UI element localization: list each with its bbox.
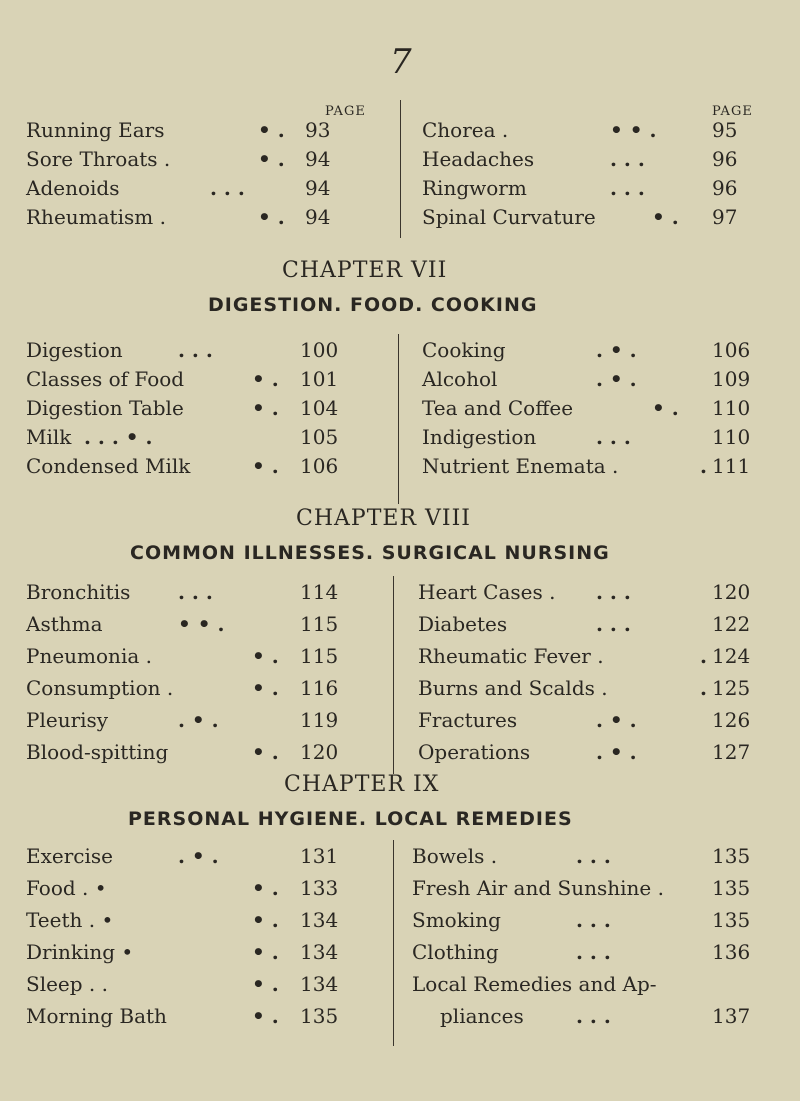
index-entry-title: Consumption . <box>26 676 174 700</box>
index-entry-title: Bronchitis <box>26 580 131 604</box>
index-entry-title: Alcohol <box>422 367 498 391</box>
leader-dots: • . <box>252 972 279 996</box>
index-entry-title: Smoking <box>412 908 501 932</box>
leader-dots: • . <box>258 147 285 171</box>
leader-dots: . • . <box>596 740 637 764</box>
index-entry-title: Morning Bath <box>26 1004 167 1028</box>
leader-dots: • . <box>252 740 279 764</box>
index-entry-title: Sleep . . <box>26 972 109 996</box>
index-entry-title: Condensed Milk <box>26 454 191 478</box>
index-entry-page: 97 <box>712 205 738 229</box>
leader-dots: • . <box>252 367 279 391</box>
index-entry-title: Pneumonia . <box>26 644 152 668</box>
index-entry-title: Spinal Curvature <box>422 205 596 229</box>
index-entry-page: 137 <box>712 1004 751 1028</box>
chapter-heading: CHAPTER VII <box>282 258 448 283</box>
leader-dots: • . <box>652 205 679 229</box>
index-entry-title: Ringworm <box>422 176 527 200</box>
index-entry-page: 111 <box>712 454 751 478</box>
index-entry-title: Exercise <box>26 844 113 868</box>
index-entry-page: 136 <box>712 940 751 964</box>
index-entry-page: 105 <box>300 425 339 449</box>
index-entry-page: 135 <box>712 844 751 868</box>
index-entry-page: 133 <box>300 876 339 900</box>
index-entry-title: Headaches <box>422 147 535 171</box>
index-entry-page: 120 <box>300 740 339 764</box>
index-entry-page: 119 <box>300 708 339 732</box>
index-entry-title: Heart Cases . <box>418 580 556 604</box>
index-entry-title: Indigestion <box>422 425 537 449</box>
index-entry-page: 122 <box>712 612 751 636</box>
index-entry-title: Blood-spitting <box>26 740 169 764</box>
index-entry-title: Local Remedies and Ap- <box>412 972 657 996</box>
leader-dots: . <box>700 644 707 668</box>
leader-dots: . • . <box>178 708 219 732</box>
leader-dots: . . . • . <box>84 425 153 449</box>
chapter-heading: CHAPTER IX <box>284 772 440 797</box>
index-entry-title: Digestion <box>26 338 123 362</box>
index-entry-title: Running Ears <box>26 118 165 142</box>
index-entry-page: 94 <box>305 147 331 171</box>
index-entry-page: 110 <box>712 396 751 420</box>
page-column-header-right: PAGE <box>712 104 753 119</box>
index-entry-page: 120 <box>712 580 751 604</box>
page-number: 7 <box>390 42 412 82</box>
index-entry-page: 134 <box>300 908 339 932</box>
leader-dots: • . <box>652 396 679 420</box>
index-entry-page: 109 <box>712 367 751 391</box>
index-entry-title: Clothing <box>412 940 499 964</box>
column-divider <box>393 576 394 774</box>
index-entry-page: 135 <box>300 1004 339 1028</box>
leader-dots: . . . <box>178 338 213 362</box>
index-entry-title: pliances <box>440 1004 524 1028</box>
index-entry-page: 96 <box>712 176 738 200</box>
index-entry-title: Tea and Coffee <box>422 396 574 420</box>
index-entry-page: 106 <box>712 338 751 362</box>
leader-dots: • . <box>252 908 279 932</box>
leader-dots: . . . <box>610 147 645 171</box>
index-entry-title: Milk <box>26 425 72 449</box>
index-entry-page: 131 <box>300 844 339 868</box>
index-entry-page: 125 <box>712 676 751 700</box>
index-entry-page: 135 <box>712 876 751 900</box>
index-entry-title: Pleurisy <box>26 708 109 732</box>
index-entry-title: Sore Throats . <box>26 147 171 171</box>
index-entry-title: Teeth . • <box>26 908 114 932</box>
index-entry-page: 96 <box>712 147 738 171</box>
index-entry-title: Bowels . <box>412 844 498 868</box>
leader-dots: • • . <box>610 118 657 142</box>
index-entry-page: 104 <box>300 396 339 420</box>
index-entry-title: Classes of Food <box>26 367 185 391</box>
chapter-title: COMMON ILLNESSES. SURGICAL NURSING <box>130 542 610 564</box>
leader-dots: . . . <box>178 580 213 604</box>
index-entry-page: 100 <box>300 338 339 362</box>
index-entry-title: Burns and Scalds . <box>418 676 608 700</box>
leader-dots: • • . <box>178 612 225 636</box>
leader-dots: • . <box>252 1004 279 1028</box>
index-entry-page: 116 <box>300 676 339 700</box>
leader-dots: . <box>700 454 707 478</box>
index-entry-title: Fractures <box>418 708 518 732</box>
index-entry-title: Chorea . <box>422 118 509 142</box>
index-entry-page: 101 <box>300 367 339 391</box>
index-entry-page: 94 <box>305 205 331 229</box>
index-entry-page: 134 <box>300 940 339 964</box>
index-entry-title: Digestion Table <box>26 396 184 420</box>
leader-dots: • . <box>252 644 279 668</box>
leader-dots: . • . <box>596 367 637 391</box>
leader-dots: . . . <box>576 1004 611 1028</box>
column-divider <box>398 334 399 504</box>
leader-dots: . . . <box>596 580 631 604</box>
leader-dots: . <box>700 676 707 700</box>
index-entry-title: Nutrient Enemata . <box>422 454 619 478</box>
leader-dots: . . . <box>576 940 611 964</box>
leader-dots: • . <box>258 118 285 142</box>
column-divider <box>400 100 401 238</box>
index-entry-title: Rheumatic Fever . <box>418 644 604 668</box>
leader-dots: . . . <box>596 612 631 636</box>
index-entry-page: 124 <box>712 644 751 668</box>
index-entry-page: 115 <box>300 644 339 668</box>
index-entry-page: 94 <box>305 176 331 200</box>
leader-dots: . . . <box>596 425 631 449</box>
leader-dots: . . . <box>210 176 245 200</box>
column-divider <box>393 840 394 1046</box>
leader-dots: . • . <box>596 708 637 732</box>
index-entry-page: 126 <box>712 708 751 732</box>
leader-dots: • . <box>252 876 279 900</box>
index-entry-title: Adenoids <box>26 176 120 200</box>
index-entry-page: 110 <box>712 425 751 449</box>
leader-dots: . • . <box>596 338 637 362</box>
index-entry-title: Rheumatism . <box>26 205 166 229</box>
index-entry-title: Asthma <box>26 612 103 636</box>
index-entry-page: 134 <box>300 972 339 996</box>
index-entry-title: Drinking • <box>26 940 134 964</box>
index-entry-page: 114 <box>300 580 339 604</box>
index-entry-title: Cooking <box>422 338 506 362</box>
index-entry-page: 127 <box>712 740 751 764</box>
leader-dots: . . . <box>610 176 645 200</box>
leader-dots: . • . <box>178 844 219 868</box>
leader-dots: • . <box>252 454 279 478</box>
leader-dots: . . . <box>576 844 611 868</box>
index-entry-title: Operations <box>418 740 531 764</box>
page-column-header-left: PAGE <box>325 104 366 119</box>
chapter-heading: CHAPTER VIII <box>296 506 471 531</box>
leader-dots: • . <box>252 396 279 420</box>
index-entry-page: 106 <box>300 454 339 478</box>
index-entry-page: 115 <box>300 612 339 636</box>
index-entry-title: Food . • <box>26 876 107 900</box>
leader-dots: • . <box>252 676 279 700</box>
index-entry-title: Diabetes <box>418 612 508 636</box>
index-entry-page: 93 <box>305 118 331 142</box>
leader-dots: • . <box>252 940 279 964</box>
index-entry-title: Fresh Air and Sunshine . <box>412 876 664 900</box>
chapter-title: PERSONAL HYGIENE. LOCAL REMEDIES <box>128 808 573 830</box>
leader-dots: • . <box>258 205 285 229</box>
leader-dots: . . . <box>576 908 611 932</box>
index-entry-page: 95 <box>712 118 738 142</box>
index-entry-page: 135 <box>712 908 751 932</box>
chapter-title: DIGESTION. FOOD. COOKING <box>208 294 538 316</box>
